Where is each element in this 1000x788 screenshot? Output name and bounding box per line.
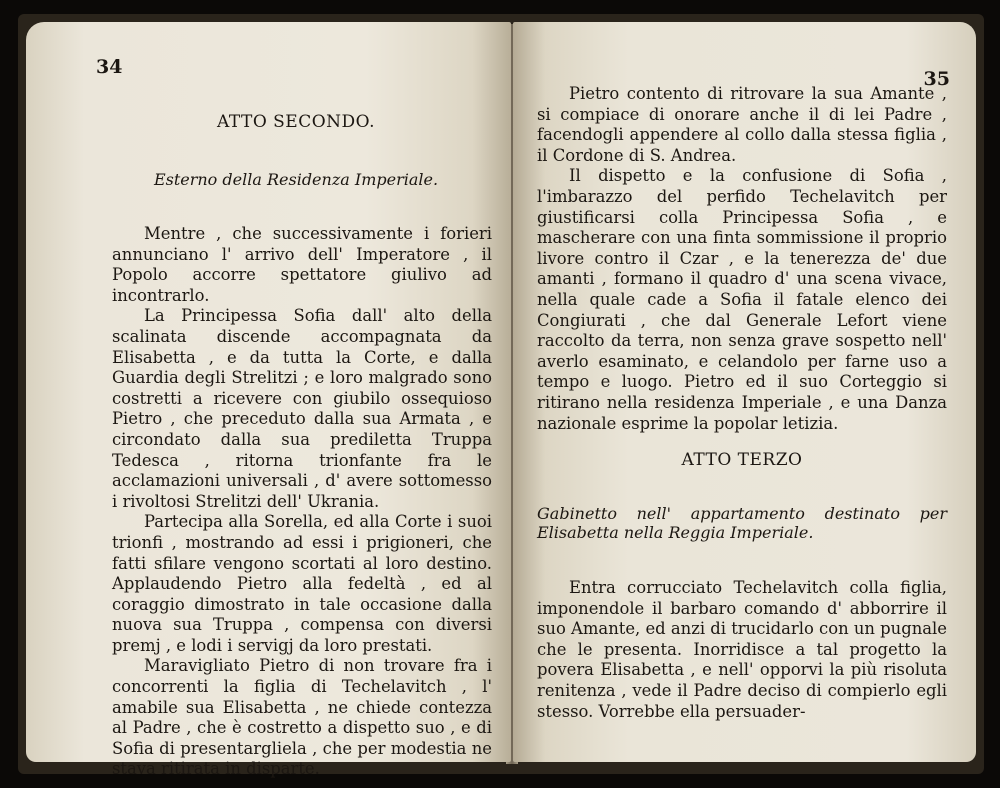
paragraph: Entra corrucciato Techelavitch colla figlia, imponendole il barbaro comando d' abborrire il suo Amante, ed anzi di trucidarlo con un pugnale che le presenta. Inorridisce a tal progetto la povera Elisabetta , e nell' opporvi la più risoluta renitenza , vede il Padre deciso di compierlo egli stesso. Vorrebbe ella persuader-: [537, 578, 947, 721]
page-number: 35: [923, 68, 950, 90]
right-page: [513, 22, 976, 762]
act-title: ATTO TERZO: [681, 450, 803, 470]
paragraph: La Principessa Sofia dall' alto della scalinata discende accompagnata da Elisabetta , e da tutta la Corte, e dalla Guardia degli Strelitzi ; e loro malgrado sono costretti a ricevere con giubilo ossequioso Pietro , che preceduto dalla sua Armata , e circondato dalla sua prediletta Truppa Tedesca , ritorna trionfante fra le acclamazioni universali , d' avere sottomesso i rivoltosi Strelitzi dell' Ukrania.: [112, 306, 492, 511]
page-number: 34: [96, 56, 123, 78]
paragraph: Maravigliato Pietro di non trovare fra i concorrenti la figlia di Techelavitch , l' amabile sua Elisabetta , ne chiede contezza al Padre , che è costretto a dispetto suo , e di Sofia di presentargliela , che per modestia ne stava ritirata in disparte.: [112, 656, 492, 779]
paragraph: Partecipa alla Sorella, ed alla Corte i suoi trionfi , mostrando ad essi i prigioneri, che fatti sfilare vengono scortati al loro destino. Applaudendo Pietro alla fedeltà , ed al coraggio dimostrato in tale occasione dalla nuova sua Truppa , compensa con diversi premj , e lodi i servigj da loro prestati.: [112, 512, 492, 655]
scene-title: Gabinetto nell' appartamento destinato per Elisabetta nella Reggia Imperiale.: [537, 504, 947, 542]
left-body: [112, 224, 492, 780]
right-body-bottom: [537, 578, 947, 722]
left-page: [26, 22, 511, 779]
paragraph: Il dispetto e la confusione di Sofia , l'imbarazzo del perfido Techelavitch per giustificarsi colla Principessa Sofia , e mascherare con una finta sommissione il proprio livore contro il Czar , e la tenerezza de' due amanti , formano il quadro d' una scena vivace, nella quale cade a Sofia il fatale elenco dei Congiurati , che dal Generale Lefort viene raccolto da terra, non senza grave sospetto nell' averlo esaminato, e celandolo per farne uso a tempo e luogo. Pietro ed il suo Corteggio si ritirano nella residenza Imperiale , e una Danza nazionale esprime la popolar letizia.: [537, 166, 947, 433]
paragraph: Pietro contento di ritrovare la sua Amante , si compiace di onorare anche il di lei Padre , facendogli appendere al collo dalla stessa figlia , il Cordone di S. Andrea.: [537, 84, 947, 165]
open-book: [18, 14, 984, 779]
act-title: ATTO SECONDO.: [216, 112, 376, 132]
right-body-top: [537, 84, 947, 434]
paragraph: Mentre , che successivamente i forieri annunciano l' arrivo dell' Imperatore , il Popolo accorre spettatore giulivo ad incontrarlo.: [112, 224, 492, 305]
scene-title: Esterno della Residenza Imperiale.: [153, 170, 439, 189]
